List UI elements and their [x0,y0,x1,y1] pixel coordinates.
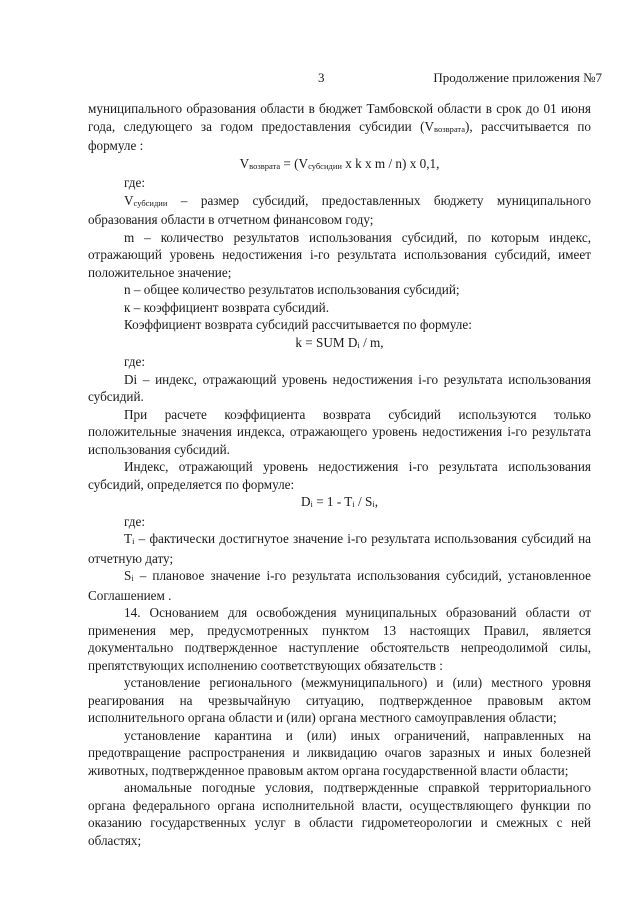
definition-si: $S_i$ – плановое значение i-го результата использования субсидий, установленное Соглашением . [88,568,591,603]
appendix-label: Продолжение приложения №7 [433,70,602,85]
definition-v-subsidy: $V_{субсидии}$ – размер субсидий, предоставленных бюджету муниципального образования области в отчетном финансовом году; [88,192,591,227]
ground-weather: аномальные погодные условия, подтвержденные справкой территориального органа федерального органа исполнительной власти, осуществляющего функции по оказанию государственных услуг в области гидрометеорологии и смежных с ней областях; [88,780,591,848]
where-label: где: [124,513,145,529]
formula-di: $D_i = 1 - T_i / S_i$, [301,494,378,509]
paragraph-return-amount: муниципального образования области в бюджет Тамбовской области в срок до 01 июня года, следующего за годом предоставления субсидии $(V_{возврата})$, рассчитывается по формуле : [88,101,591,153]
index-formula-intro: Индекс, отражающий уровень недостижения i-го результата использования субсидий, определяется по формуле: [88,459,591,492]
k-formula-intro: Коэффициент возврата субсидий рассчитывается по формуле: [124,317,472,332]
definition-k: к – коэффициент возврата субсидий. [124,299,330,315]
where-label: где: [124,354,145,369]
definition-m: m – количество результатов использования субсидий, по которым индекс, отражающий уровень недостижения i-го результата использования субсидий, имеет положительное значение; [88,229,591,280]
formula-return: $V_{возврата} = (V_{субсидии}$ x k x m / n) x 0,1, [239,155,440,171]
definition-di: Di – индекс, отражающий уровень недостижения i-го результата использования субсидий. [88,371,591,404]
item-14: 14. Основанием для освобождения муниципальных образований области от применения мер, предусмотренных пунктом 13 настоящих Правил, является документально подтвержденное наступление обстоятельств непреодолимой силы, препятствующих исполнению соответствующих обязательств : [88,605,591,673]
ground-quarantine: установление карантина и (или) иных ограничений, направленных на предотвращение распространения и ликвидацию очагов заразных и иных болезней животных, подтвержденное правовым актом органа государственной власти области; [88,727,591,778]
page-number: 3 [318,70,325,85]
positive-values-note: При расчете коэффициента возврата субсидий используются только положительные значения индекса, отражающего уровень недостижения i-го результата использования субсидий. [88,406,591,457]
formula-k: k = SUM $D_i$ / m, [295,334,384,350]
page-header [0,70,640,90]
document-body [88,100,591,849]
where-label: где: [124,175,145,190]
definition-n: n – общее количество результатов использования субсидий; [124,282,460,297]
definition-ti: $T_i$ – фактически достигнутое значение i-го результата использования субсидий на отчетную дату; [88,531,591,566]
ground-emergency: установление регионального (межмуниципального) и (или) местного уровня реагирования на чрезвычайную ситуацию, подтвержденное правовым актом исполнительного органа области и (или) органа местного самоуправления области; [88,675,591,725]
